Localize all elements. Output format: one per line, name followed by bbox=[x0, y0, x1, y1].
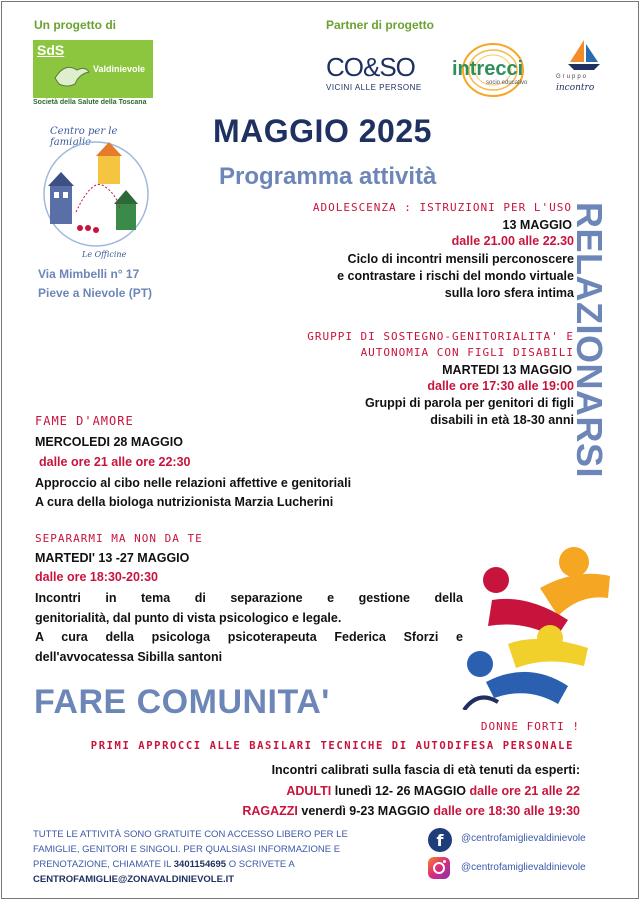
ragazzi-label: RAGAZZI bbox=[242, 804, 298, 818]
gruppi-desc bbox=[365, 395, 574, 429]
fame-date: MERCOLEDI 28 MAGGIO bbox=[35, 435, 183, 449]
sds-logo-caption: Società della Salute della Toscana bbox=[33, 99, 147, 106]
adulti-label: ADULTI bbox=[286, 784, 332, 798]
gruppi-date: MARTEDI 13 MAGGIO bbox=[442, 363, 572, 377]
separarmi-desc bbox=[35, 589, 463, 667]
address-line2: Pieve a Nievole (PT) bbox=[38, 286, 153, 300]
adulti-row bbox=[286, 784, 580, 798]
separarmi-desc-line: A cura della psicologa psicoterapeuta Federica Sforzi e bbox=[35, 630, 463, 644]
donne-forti-heading: DONNE FORTI ! bbox=[480, 720, 580, 733]
gruppi-desc-line: disabili in età 18-30 anni bbox=[430, 413, 574, 427]
intrecci-logo-sub: socio educativo bbox=[486, 80, 528, 86]
facebook-handle[interactable]: @centrofamiglievaldinievole bbox=[461, 833, 586, 844]
adulti-date: lunedì 12- 26 MAGGIO bbox=[334, 784, 467, 798]
vertical-title-box bbox=[569, 202, 610, 502]
project-label: Un progetto di bbox=[34, 18, 116, 32]
fame-heading: FAME D'AMORE bbox=[35, 414, 134, 428]
footer-info bbox=[33, 827, 348, 887]
fame-desc-line: Approccio al cibo nelle relazioni affettive e genitoriali bbox=[35, 476, 352, 490]
autodifesa-heading: PRIMI APPROCCI ALLE BASILARI TECNICHE DI AUTODIFESA PERSONALE bbox=[90, 740, 574, 752]
facebook-icon[interactable]: f bbox=[428, 828, 452, 852]
ragazzi-date: venerdì 9-23 MAGGIO bbox=[301, 804, 430, 818]
people-illustration-icon bbox=[458, 540, 620, 710]
vertical-title: RELAZIONARSI bbox=[569, 202, 610, 478]
separarmi-desc-line: genitorialità, dal punto di vista psicologico e legale. bbox=[35, 610, 342, 625]
instagram-dot bbox=[443, 860, 446, 863]
separarmi-time: dalle ore 18:30-20:30 bbox=[35, 570, 158, 584]
page-title: MAGGIO 2025 bbox=[213, 113, 432, 149]
bird-icon bbox=[51, 58, 91, 94]
footer-phone-link[interactable]: 3401154695 bbox=[173, 859, 227, 870]
gruppi-heading-line: AUTONOMIA CON FIGLI DISABILI bbox=[360, 346, 574, 359]
adolescenza-heading: ADOLESCENZA : ISTRUZIONI PER L'USO bbox=[312, 201, 572, 214]
sds-logo-sub: Valdinievole bbox=[93, 64, 146, 74]
gruppi-heading bbox=[307, 329, 574, 361]
instagram-lens bbox=[433, 862, 445, 874]
footer-line: FAMIGLIE, GENITORI E SINGOLI. PER QUALSIASI INFORMAZIONE E bbox=[33, 844, 341, 855]
fame-desc bbox=[35, 474, 351, 512]
autodifesa-intro: Incontri calibrati sulla fascia di età tenuti da esperti: bbox=[271, 763, 580, 777]
adolescenza-desc-line: Ciclo di incontri mensili perconoscere bbox=[347, 252, 574, 266]
centro-logo bbox=[36, 124, 156, 264]
separarmi-desc-line: Incontri in tema di separazione e gestione della bbox=[35, 591, 463, 605]
footer-line-post: O SCRIVETE A bbox=[228, 859, 295, 870]
footer-line-pre: PRENOTAZIONE, CHIAMATE IL bbox=[33, 859, 172, 870]
ragazzi-row bbox=[242, 804, 580, 818]
sds-logo-main: SdS bbox=[37, 42, 65, 58]
adulti-time: dalle ore 21 alle 22 bbox=[469, 784, 580, 798]
footer-line: TUTTE LE ATTIVITÀ SONO GRATUITE CON ACCESSO LIBERO PER LE bbox=[33, 829, 348, 840]
centro-logo-sub: Le Officine bbox=[82, 250, 127, 259]
intrecci-logo-main: intrecci bbox=[452, 58, 524, 80]
adolescenza-desc-line: sulla loro sfera intima bbox=[444, 286, 574, 300]
gruppi-desc-line: Gruppi di parola per genitori di figli bbox=[364, 396, 574, 410]
separarmi-heading: SEPARARMI MA NON DA TE bbox=[35, 532, 203, 545]
coso-logo-sub: VICINI ALLE PERSONE bbox=[326, 83, 422, 92]
sailboat-icon bbox=[564, 38, 604, 72]
adolescenza-date: 13 MAGGIO bbox=[502, 218, 572, 232]
instagram-handle[interactable]: @centrofamiglievaldinievole bbox=[461, 862, 586, 873]
adolescenza-desc-line: e contrastare i rischi del mondo virtuale bbox=[337, 269, 574, 283]
instagram-icon[interactable] bbox=[428, 857, 450, 879]
gruppi-heading-line: GRUPPI DI SOSTEGNO-GENITORIALITA' E bbox=[307, 330, 574, 343]
incontro-logo-main: Gruppo bbox=[556, 74, 589, 80]
page-subtitle: Programma attività bbox=[219, 163, 437, 190]
fare-comunita-title: FARE COMUNITA' bbox=[34, 683, 330, 721]
fame-desc-line: A cura della biologa nutrizionista Marzia Lucherini bbox=[35, 495, 334, 509]
incontro-logo-sub: incontro bbox=[556, 83, 595, 93]
footer-line bbox=[33, 857, 348, 872]
incontro-logo bbox=[554, 38, 610, 98]
partner-label: Partner di progetto bbox=[326, 18, 435, 32]
address-line1: Via Mimbelli n° 17 bbox=[38, 267, 140, 281]
separarmi-desc-line: dell'avvocatessa Sibilla santoni bbox=[35, 649, 223, 664]
sds-logo bbox=[33, 40, 153, 110]
adolescenza-time: dalle 21.00 alle 22.30 bbox=[451, 234, 574, 248]
coso-logo bbox=[326, 52, 430, 96]
fame-time: dalle ore 21 alle ore 22:30 bbox=[39, 455, 191, 469]
intrecci-logo bbox=[450, 40, 534, 100]
adolescenza-desc bbox=[337, 251, 574, 302]
ragazzi-time: dalle ore 18:30 alle 19:30 bbox=[433, 804, 580, 818]
footer-email-link[interactable]: CENTROFAMIGLIE@ZONAVALDINIEVOLE.IT bbox=[33, 874, 235, 885]
separarmi-date: MARTEDI' 13 -27 MAGGIO bbox=[35, 551, 190, 565]
gruppi-time: dalle ore 17:30 alle 19:00 bbox=[427, 379, 574, 393]
coso-logo-main: CO&SO bbox=[326, 52, 415, 82]
centro-logo-title: Centro per le famiglie bbox=[50, 126, 118, 148]
houses-icon bbox=[36, 138, 156, 248]
